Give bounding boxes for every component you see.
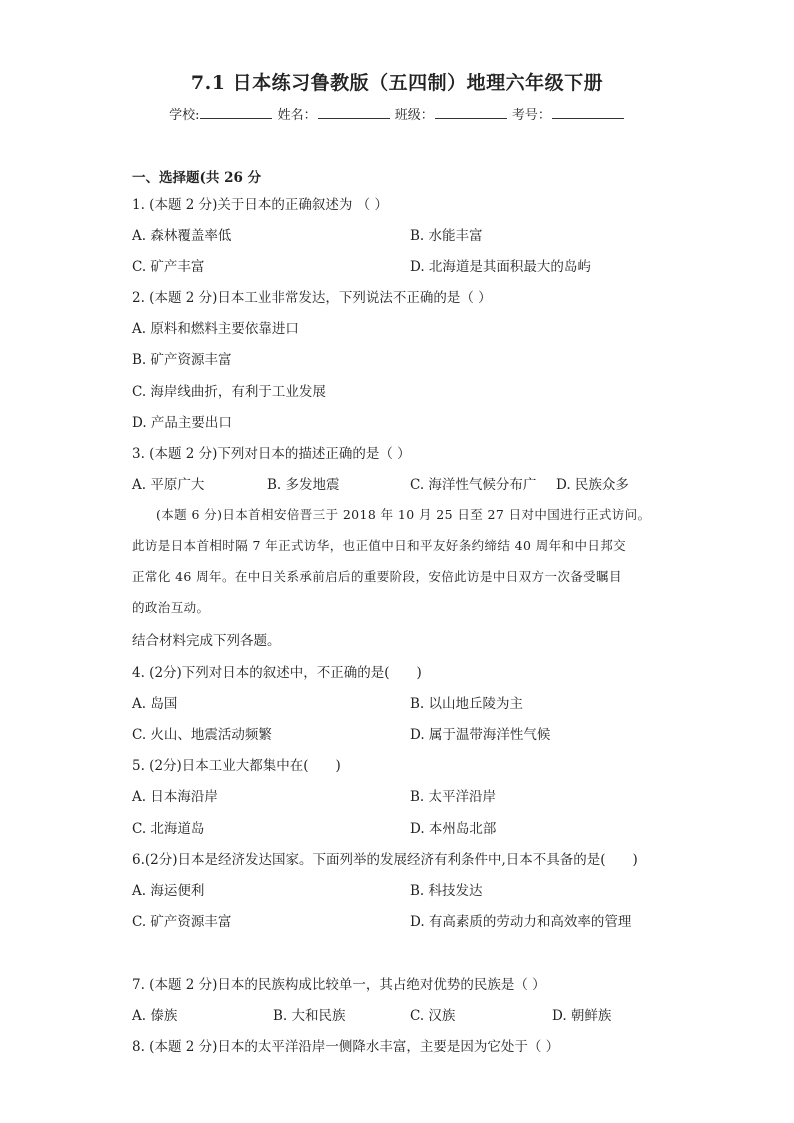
material-line-4: 的政治互动。 <box>132 600 210 615</box>
q3-option-c: C. 海洋性气候分布广 <box>410 477 537 493</box>
q7-stem: 7. (本题 2 分)日本的民族构成比较单一，其占绝对优势的民族是（ ） <box>132 977 546 993</box>
q2-option-c: C. 海岸线曲折，有利于工业发展 <box>132 384 326 400</box>
material-prompt: 结合材料完成下列各题。 <box>132 633 281 649</box>
q1-option-c: C. 矿产丰富 <box>132 259 205 275</box>
page-title: 7.1 日本练习鲁教版（五四制）地理六年级下册 <box>190 72 604 94</box>
q4-option-c: C. 火山、地震活动频繁 <box>132 727 272 743</box>
id-label: 考号： <box>511 108 551 123</box>
material-line-1: (本题 6 分)日本首相安倍晋三于 2018 年 10 月 25 日至 27 日对中国进行正式访问。 <box>156 507 651 522</box>
q2-option-b: B. 矿产资源丰富 <box>132 352 232 368</box>
q1-stem: 1. (本题 2 分)关于日本的正确叙述为 （ ） <box>132 197 388 213</box>
q7-option-a: A. 傣族 <box>132 1008 178 1024</box>
q5-stem: 5. (2分)日本工业大都集中在( ) <box>132 758 341 774</box>
q3-stem: 3. (本题 2 分)下列对日本的描述正确的是（ ） <box>132 446 411 462</box>
q2-option-d: D. 产品主要出口 <box>132 415 232 431</box>
q2-stem: 2. (本题 2 分)日本工业非常发达，下列说法不正确的是（ ） <box>132 290 492 306</box>
q1-option-a: A. 森林覆盖率低 <box>132 228 232 244</box>
school-label: 学校: <box>169 108 200 123</box>
q6-option-b: B. 科技发达 <box>410 883 483 899</box>
q1-option-d: D. 北海道是其面积最大的岛屿 <box>410 259 591 275</box>
q7-option-d: D. 朝鲜族 <box>552 1008 612 1024</box>
q3-option-b: B. 多发地震 <box>267 477 340 493</box>
q3-option-a: A. 平原广大 <box>132 477 205 493</box>
q4-stem: 4. (2分)下列对日本的叙述中，不正确的是( ) <box>132 665 422 681</box>
q7-option-c: C. 汉族 <box>410 1008 456 1024</box>
q3-option-d: D. 民族众多 <box>556 477 629 493</box>
q6-option-a: A. 海运便利 <box>132 883 205 899</box>
class-blank[interactable] <box>435 106 507 119</box>
class-label: 班级： <box>394 108 434 123</box>
q5-option-b: B. 太平洋沿岸 <box>410 789 497 805</box>
material-line-2: 此访是日本首相时隔 7 年正式访华，也正值中日和平友好条约缔结 40 周年和中日邦交 <box>132 538 627 553</box>
q1-option-b: B. 水能丰富 <box>410 228 483 244</box>
name-blank[interactable] <box>318 106 390 119</box>
section-title: 一、选择题(共 26 分 <box>132 170 262 186</box>
id-blank[interactable] <box>552 106 624 119</box>
q6-option-d: D. 有高素质的劳动力和高效率的管理 <box>410 914 632 930</box>
q8-stem: 8. (本题 2 分)日本的太平洋沿岸一侧降水丰富，主要是因为它处于（ ） <box>132 1039 560 1055</box>
q4-option-d: D. 属于温带海洋性气候 <box>410 727 551 743</box>
material-line-3: 正常化 46 周年。在中日关系承前启后的重要阶段，安倍此访是中日双方一次备受瞩目 <box>132 569 622 584</box>
q7-option-b: B. 大和民族 <box>273 1008 346 1024</box>
q4-option-a: A. 岛国 <box>132 696 178 712</box>
q5-option-a: A. 日本海沿岸 <box>132 789 218 805</box>
q6-stem: 6.(2分)日本是经济发达国家。下面列举的发展经济有利条件中,日本不具备的是( ) <box>132 852 638 868</box>
q6-option-c: C. 矿产资源丰富 <box>132 914 232 930</box>
q5-option-c: C. 北海道岛 <box>132 821 205 837</box>
q4-option-b: B. 以山地丘陵为主 <box>410 696 524 712</box>
student-info-line <box>0 104 794 123</box>
q2-option-a: A. 原料和燃料主要依靠进口 <box>132 321 299 337</box>
q5-option-d: D. 本州岛北部 <box>410 821 497 837</box>
school-blank[interactable] <box>200 106 272 119</box>
name-label: 姓名： <box>277 108 317 123</box>
